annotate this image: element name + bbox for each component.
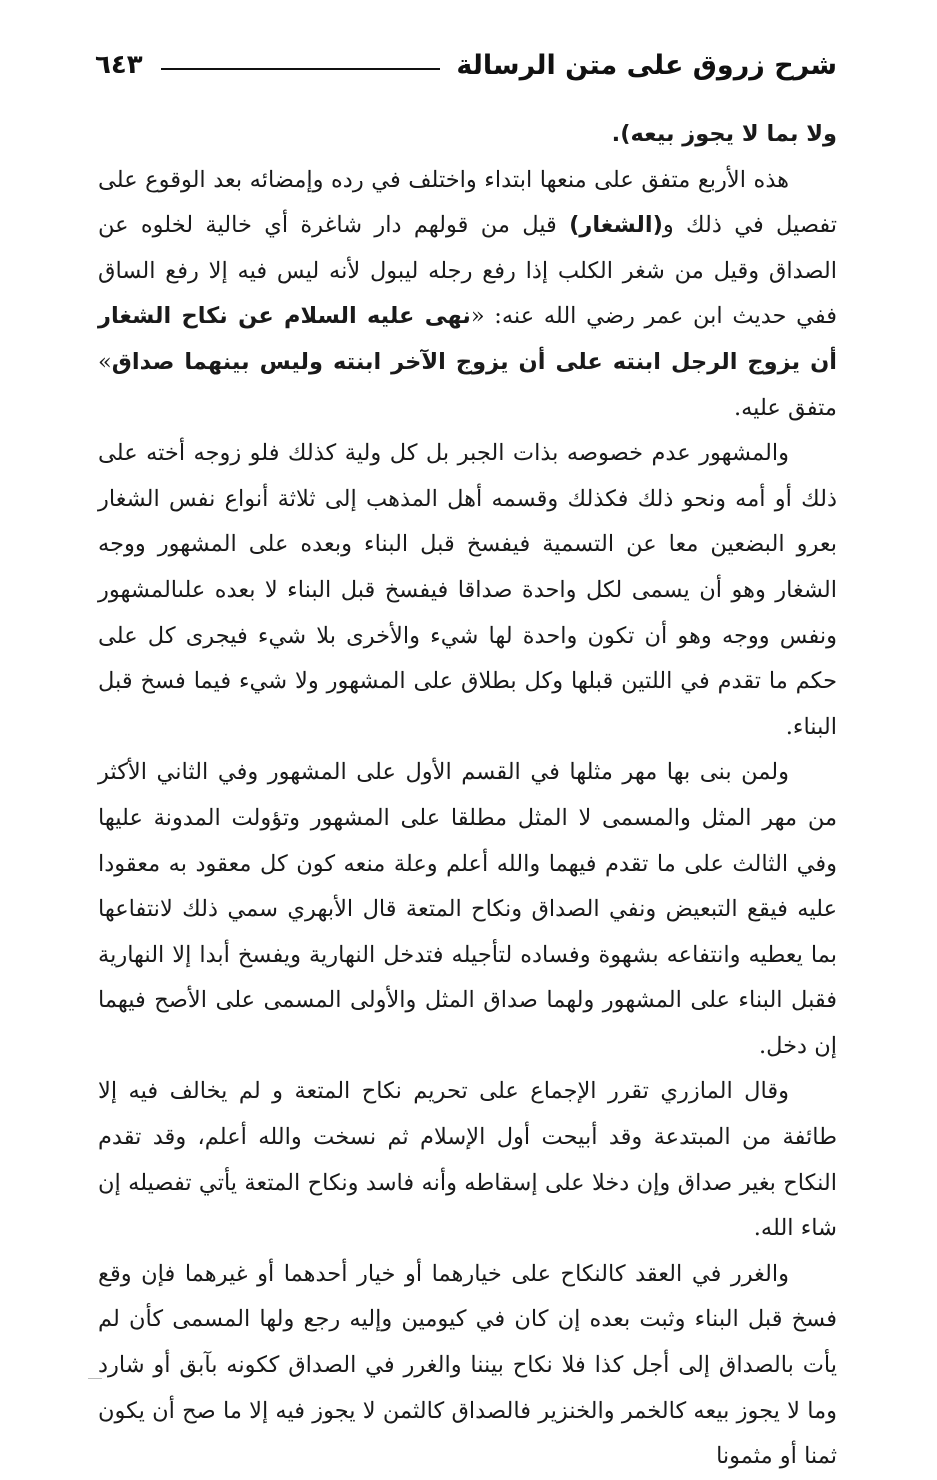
- header-rule: [161, 68, 441, 70]
- body-text: [98, 112, 837, 1480]
- paragraph-shighar: [98, 158, 837, 432]
- page-number: ٦٤٣: [95, 50, 143, 80]
- paragraph-mashhur: والمشهور عدم خصوصه بذات الجبر بل كل ولية كذلك فلو زوجه أخته على ذلك أو أمه ونحو ذلك فكذلك وقسمه أهل المذهب إلى ثلاثة أنواع نفس الشغار بعرو البضعين معا عن التسمية فيفسخ قبل البناء وبعده على المشهور ووجه الشغار وهو أن يسمى لكل واحدة صداقا فيفسخ قبل البناء لا بعده علىالمشهور ونفس ووجه وهو أن تكون واحدة لها شيء والأخرى بلا شيء فيجرى كل على حكم ما تقدم في اللتين قبلها وكل بطلاق على المشهور ولا شيء فيما فسخ قبل البناء.: [98, 440, 837, 740]
- matn-term: (الشغار): [569, 212, 663, 239]
- paragraph-gharar: والغرر في العقد كالنكاح على خيارهما أو خيار أحدهما أو غيرهما فإن وقع فسخ قبل البناء وثبت بعده إن كان في كيومين وإليه رجع ولها المسمى كأن لم يأت بالصداق إلى أجل كذا فلا نكاح بيننا والغرر في الصداق ككونه بآبق أو شارد وما لا يجوز بيعه كالخمر والخنزير فالصداق كالثمن لا يجوز فيه إلا ما صح أن يكون ثمنا أو مثمونا: [98, 1260, 837, 1470]
- paragraph-text: قيل من قولهم دار شاغرة أي خالية لخلوه عن الصداق وقيل من شغر الكلب إذا رفع رجله ليبول لأنه ليس فيه إلا رفع الساق ففي حديث ابن عمر رضي الله عنه: «: [98, 212, 837, 330]
- hadith-quote: نهى عليه السلام عن نكاح الشغار أن يزوج الرجل ابنته على أن يزوج الآخر ابنته وليس بينهما صداق: [98, 303, 837, 375]
- matn-line: ولا بما لا يجوز بيعه).: [611, 121, 837, 147]
- paragraph-text: » متفق عليه.: [98, 348, 837, 421]
- paragraph-mahr: ولمن بنى بها مهر مثلها في القسم الأول على المشهور وفي الثاني الأكثر من مهر المثل والمسمى لا المثل مطلقا على المشهور وتؤولت المدونة عليها وفي الثالث على ما تقدم فيهما والله أعلم وعلة منعه كون كل معقود به معقودا عليه فيقع التبعيض ونفي الصداق ونكاح المتعة قال الأبهري سمي ذلك لانتفاعها بما يعطيه وانتفاعه بشهوة وفساده لتأجيله فتدخل النهارية ويفسخ أبدا إلا النهارية فقبل البناء على المشهور ولهما صداق المثل والأولى المسمى على الأصح فيهما إن دخل.: [98, 759, 837, 1059]
- running-header: [95, 40, 837, 90]
- paragraph-mazari: وقال المازري تقرر الإجماع على تحريم نكاح المتعة و لم يخالف فيه إلا طائفة من المبتدعة وقد أبيحت أول الإسلام ثم نسخت والله أعلم، وقد تقدم النكاح بغير صداق وإن دخلا على إسقاطه وأنه فاسد ونكاح المتعة يأتي تفصيله إن شاء الله.: [98, 1078, 837, 1242]
- paragraph-text: هذه الأربع متفق على منعها ابتداء واختلف في رده وإمضائه بعد الوقوع على تفصيل في ذلك و: [98, 166, 838, 239]
- scan-margin-mark: [88, 1378, 102, 1385]
- header-title: شرح زروق على متن الرسالة: [456, 49, 837, 81]
